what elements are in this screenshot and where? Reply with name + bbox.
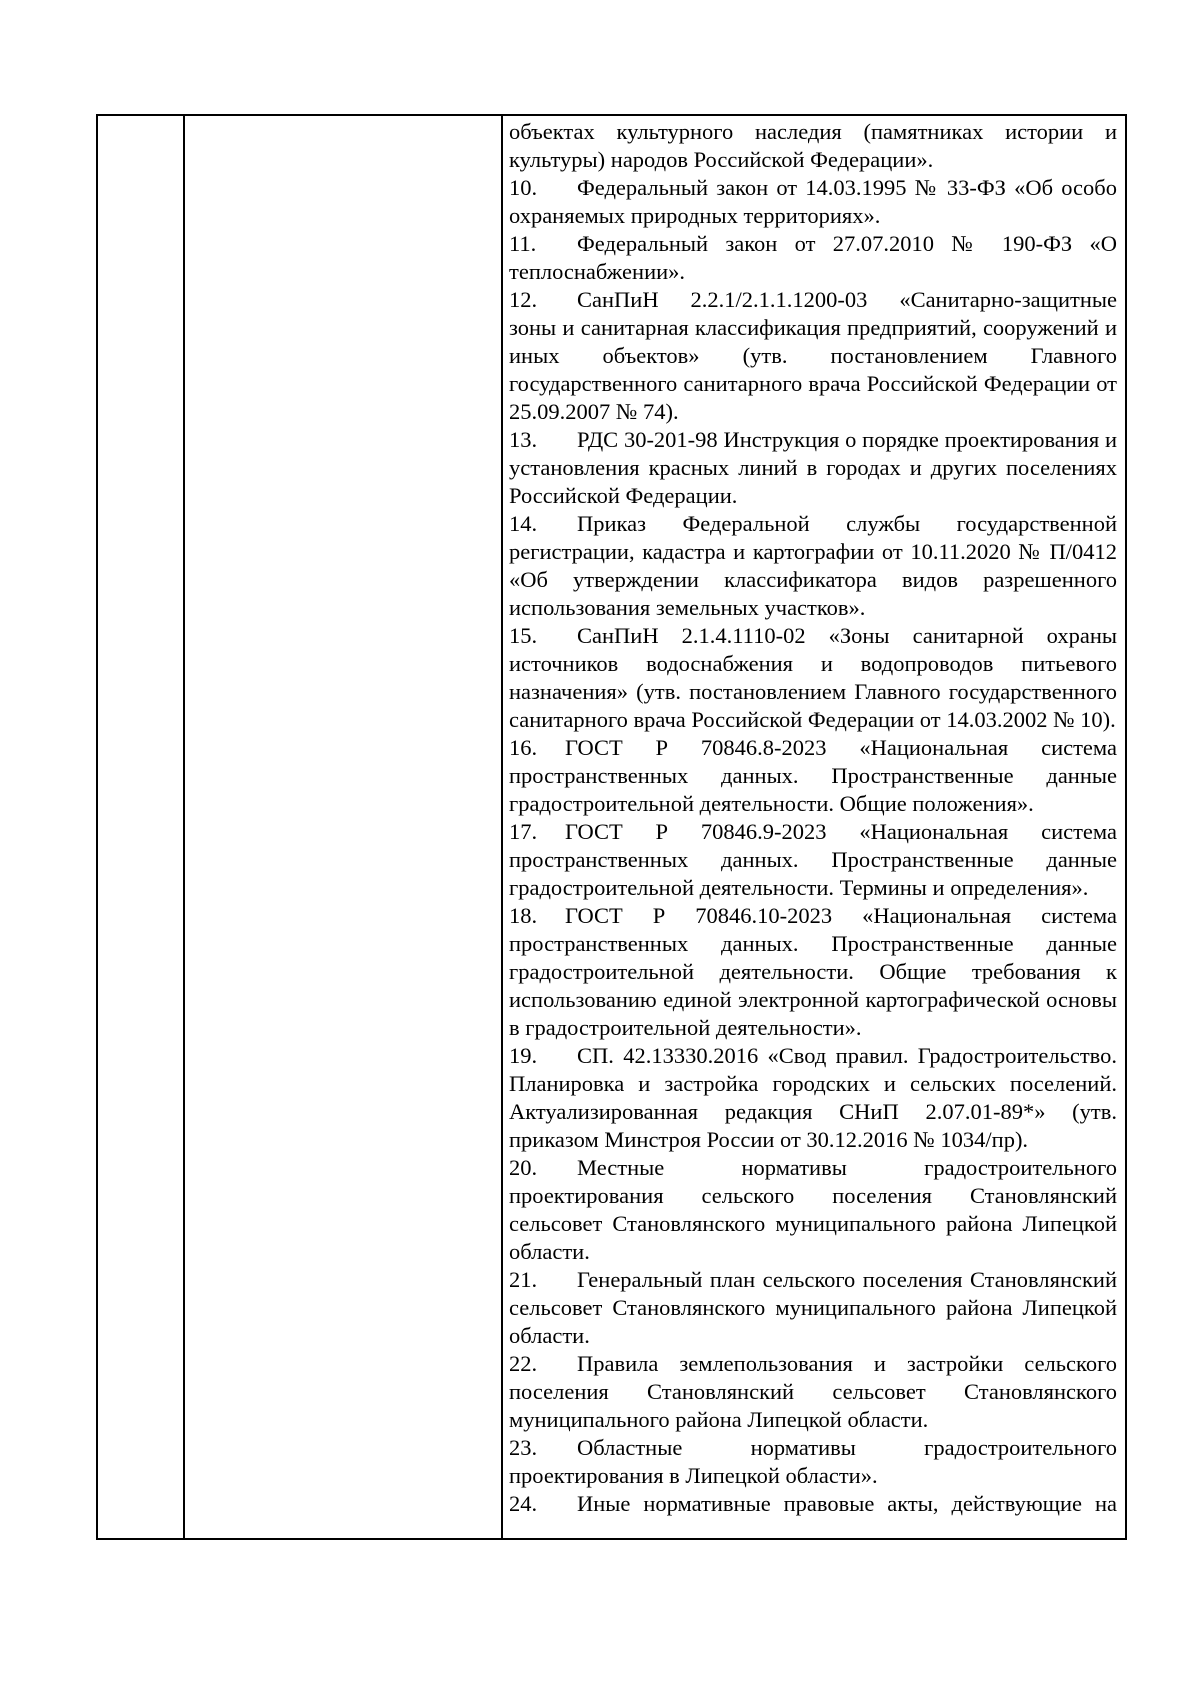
list-item-text: Местные нормативы градостроительного проектирования сельского поселения Становлянский сельсовет Становлянского муниципального района Липецкой области. <box>509 1155 1117 1264</box>
list-item <box>509 286 1117 426</box>
list-item-number: 12. <box>509 287 538 312</box>
table-cell-number <box>97 115 184 1539</box>
table-cell-content <box>502 115 1126 1539</box>
list-item <box>509 426 1117 510</box>
list-item-text: Федеральный закон от 27.07.2010 № 190-ФЗ «О теплоснабжении». <box>509 231 1117 284</box>
list-item-number: 10. <box>509 175 538 200</box>
list-item <box>509 1434 1117 1490</box>
list-item-number: 23. <box>509 1435 538 1460</box>
table-cell-name <box>184 115 502 1539</box>
list-item <box>509 174 1117 230</box>
list-item-number: 24. <box>509 1491 538 1516</box>
list-item-number: 18. <box>509 903 538 928</box>
list-item-number: 21. <box>509 1267 538 1292</box>
list-item-continuation <box>509 118 1117 174</box>
list-item-number: 20. <box>509 1155 538 1180</box>
list-item-text: Приказ Федеральной службы государственной регистрации, кадастра и картографии от 10.11.2020 № П/0412 «Об утверждении классификатора видов разрешенного использования земельных участков». <box>509 511 1117 620</box>
list-item-number: 14. <box>509 511 538 536</box>
list-item <box>509 902 1117 1042</box>
list-item-text: Правила землепользования и застройки сельского поселения Становлянский сельсовет Становлянского муниципального района Липецкой области. <box>509 1351 1117 1432</box>
list-item-number: 16. <box>509 735 538 760</box>
list-item-number: 17. <box>509 819 538 844</box>
list-item-number: 19. <box>509 1043 538 1068</box>
list-item <box>509 818 1117 902</box>
list-item <box>509 1490 1117 1518</box>
list-item <box>509 1042 1117 1154</box>
table-row <box>97 115 1126 1539</box>
list-item-text: Иные нормативные правовые акты, действующие на <box>577 1491 1117 1516</box>
list-item-text: Генеральный план сельского поселения Становлянский сельсовет Становлянского муниципального района Липецкой области. <box>509 1267 1117 1348</box>
list-item-number: 11. <box>509 231 537 256</box>
list-item-text: ГОСТ Р 70846.10-2023 «Национальная система пространственных данных. Пространственные данные градостроительной деятельности. Общие требования к использованию единой электронной картографической основы в градостроительной деятельности». <box>509 903 1117 1040</box>
list-item-text: СанПиН 2.1.4.1110-02 «Зоны санитарной охраны источников водоснабжения и водопроводов питьевого назначения» (утв. постановлением Главного государственного санитарного врача Российской Федерации от 14.03.2002 № 10). <box>509 623 1117 732</box>
list-item <box>509 1350 1117 1434</box>
list-item-text: объектах культурного наследия (памятниках истории и культуры) народов Российской Федерации». <box>509 119 1117 172</box>
list-item <box>509 1266 1117 1350</box>
list-item <box>509 734 1117 818</box>
list-item <box>509 622 1117 734</box>
list-item-text: Федеральный закон от 14.03.1995 № 33-ФЗ «Об особо охраняемых природных территориях». <box>509 175 1117 228</box>
document-table <box>96 114 1127 1540</box>
list-item-text: СП. 42.13330.2016 «Свод правил. Градостроительство. Планировка и застройка городских и сельских поселений. Актуализированная редакция СНиП 2.07.01-89*» (утв. приказом Минстроя России от 30.12.2016 № 1034/пр). <box>509 1043 1117 1152</box>
list-item <box>509 1154 1117 1266</box>
list-item-text: РДС 30-201-98 Инструкция о порядке проектирования и установления красных линий в городах и других поселениях Российской Федерации. <box>509 427 1117 508</box>
list-item-text: СанПиН 2.2.1/2.1.1.1200-03 «Санитарно-защитные зоны и санитарная классификация предприятий, сооружений и иных объектов» (утв. постановлением Главного государственного санитарного врача Российской Федерации от 25.09.2007 № 74). <box>509 287 1117 424</box>
list-item-text: Областные нормативы градостроительного проектирования в Липецкой области». <box>509 1435 1117 1488</box>
list-item <box>509 230 1117 286</box>
list-item-number: 22. <box>509 1351 538 1376</box>
list-item-text: ГОСТ Р 70846.8-2023 «Национальная система пространственных данных. Пространственные данные градостроительной деятельности. Общие положения». <box>509 735 1117 816</box>
list-item-number: 13. <box>509 427 538 452</box>
list-item-number: 15. <box>509 623 538 648</box>
list-item-text: ГОСТ Р 70846.9-2023 «Национальная система пространственных данных. Пространственные данные градостроительной деятельности. Термины и определения». <box>509 819 1117 900</box>
list-item <box>509 510 1117 622</box>
